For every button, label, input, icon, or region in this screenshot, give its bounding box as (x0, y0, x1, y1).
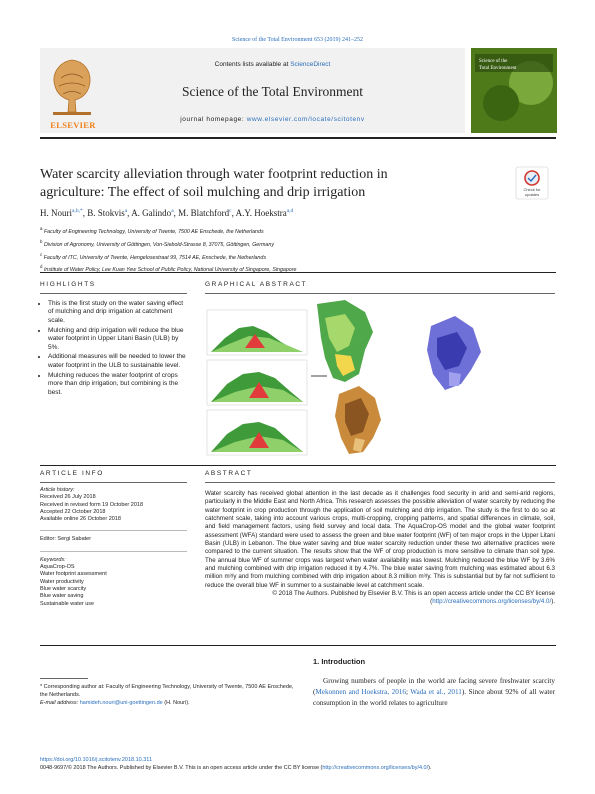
journal-title: Science of the Total Environment (181, 84, 363, 99)
affiliation-item (40, 262, 550, 275)
article-title-line1: Water scarcity alleviation through water footprint reduction in (40, 167, 388, 182)
email-suffix: (H. Nouri). (164, 700, 190, 706)
affiliation-sup: b (40, 238, 43, 244)
check-for-updates-badge[interactable] (515, 166, 549, 200)
article-info (40, 487, 187, 608)
keyword-item: Water productivity (40, 578, 84, 585)
affiliation-item (40, 237, 550, 250)
keyword-item: Sustainable water use (40, 600, 95, 607)
author-affil-sup[interactable]: c (229, 208, 232, 214)
abstract-divider (40, 645, 556, 646)
history-item: Received 26 July 2018 (40, 494, 96, 501)
keyword-item: Blue water scarcity (40, 585, 87, 592)
intro-ref-link[interactable]: Wada et al., 2011 (410, 688, 462, 696)
corresponding-mark[interactable]: * (79, 208, 83, 214)
affiliation-divider (40, 272, 556, 273)
affiliation-sup: a (40, 226, 43, 231)
author-affil-sup[interactable]: a,b, (72, 208, 80, 214)
abstract-heading: ABSTRACT (205, 470, 253, 477)
doi-footer (40, 756, 556, 772)
author-name[interactable]: H. Nouri (40, 208, 72, 218)
author-affil-sup[interactable]: a (171, 208, 174, 214)
abstract-rule (205, 482, 555, 483)
keyword-item: Water footprint assessment (40, 571, 107, 578)
email-label: E-mail address: (40, 700, 79, 706)
cover-title-line1: Science of the (479, 59, 508, 64)
license-prefix: © 2018 The Authors. Published by Elsevier B.V. This is an open access article under the CC BY license ( (272, 590, 555, 606)
email-line (40, 699, 302, 707)
ga-chart-1 (207, 310, 307, 355)
contents-prefix: Contents lists available at (214, 61, 289, 68)
intro-text-b: ; (405, 688, 411, 696)
ga-chart-3 (207, 410, 307, 455)
author-sep: , (231, 208, 236, 218)
graphical-abstract-rule (205, 293, 555, 294)
article-title (40, 166, 495, 202)
keywords-label: Keywords: (40, 556, 66, 563)
journal-homepage (110, 116, 435, 123)
doi-link[interactable]: https://doi.org/10.1016/j.scitotenv.2018.10.311 (40, 757, 153, 763)
affiliations (40, 224, 550, 275)
issn-prefix: 0048-9697/© 2018 The Authors. Published by Elsevier B.V. This is an open access article under the CC BY license ( (40, 765, 323, 771)
corresponding-footnote (40, 683, 302, 707)
affiliation-text: Faculty of Engineering Technology, University of Twente, 7500 AE Enschede, the Netherlands (43, 228, 264, 235)
journal-citation[interactable]: Science of the Total Environment 653 (2019) 241–252 (232, 37, 363, 43)
contents-line (110, 61, 435, 68)
header-divider (40, 137, 556, 139)
author-name[interactable]: B. Stokvis (87, 208, 125, 218)
affiliation-sup: d (40, 264, 43, 270)
publisher-wordmark: ELSEVIER (50, 120, 96, 130)
abstract-license (205, 590, 555, 607)
license-suffix: ). (551, 598, 555, 606)
history-item: Accepted 22 October 2018 (40, 508, 106, 515)
highlight-item: • Additional measures will be needed to lower the water footprint in the ULB to sustainable level. (48, 353, 187, 370)
highlight-item: • Mulching reduces the water footprint of crops more than drip irrigation, but combining is the best. (48, 372, 187, 397)
badge-label-1: Check for (523, 187, 541, 192)
issn-suffix: ). (428, 765, 432, 771)
info-separator (40, 544, 187, 552)
author-name[interactable]: A.Y. Hoekstra (235, 208, 287, 218)
highlight-item: • This is the first study on the water saving effect of mulching and drip irrigation at catchment scale. (48, 300, 187, 325)
highlight-item: • Mulching and drip irrigation will reduce the blue water footprint in Upper Litani Basin (ULB) by 5%. (48, 327, 187, 352)
email-link[interactable]: hamideh.nouri@uni-goettingen.de (79, 700, 163, 706)
license-link[interactable]: http://creativecommons.org/licenses/by/4.0/ (432, 598, 552, 606)
affiliation-item (40, 250, 550, 263)
author-list (40, 208, 550, 218)
highlights-heading: HIGHLIGHTS (40, 281, 96, 288)
graphical-abstract-heading: GRAPHICAL ABSTRACT (205, 281, 308, 288)
keyword-item: Blue water saving (40, 593, 84, 600)
issn-line (40, 764, 556, 772)
graphical-abstract-divider (40, 465, 556, 466)
affiliation-sup: c (40, 251, 43, 257)
corresponding-author-note: * Corresponding author at: Faculty of Engineering Technology, University of Twente, 7500 AE Enschede, the Netherlands. (40, 684, 294, 698)
badge-label-2: updates (524, 192, 540, 197)
author-name[interactable]: M. Blatchford (178, 208, 230, 218)
affiliation-text: Division of Agronomy, University of Göttingen, Von-Siebold-Strasse 8, 37075, Göttingen, Germany (43, 241, 274, 248)
cover-title-line2: Total Environment (479, 66, 517, 71)
author-sep: , (82, 208, 88, 218)
article-info-rule (40, 482, 187, 483)
graphical-abstract-figure[interactable] (205, 298, 555, 458)
history-label: Article history: (40, 487, 75, 493)
intro-text-c: ). Since about 92% of all water consumption in the world relates to agriculture (313, 688, 555, 707)
highlights-rule (40, 293, 187, 294)
author-affil-sup[interactable]: a (124, 208, 128, 214)
elsevier-tree-logo (41, 52, 103, 124)
author-affil-sup[interactable]: a,d (286, 208, 294, 214)
homepage-label: journal homepage: (180, 116, 245, 123)
affiliation-text: Institute of Water Policy, Lee Kuan Yew School of Public Policy, National University of Singapore, Singapore (43, 267, 297, 274)
affiliation-text: Faculty of ITC, University of Twente, Hengelosestraat 99, 7514 AE, Enschede, the Netherlands (43, 254, 266, 261)
author-sep: , (173, 208, 179, 218)
abstract-body (205, 490, 555, 607)
intro-text-a: Growing numbers of people in the world are facing severe freshwater scarcity ( (313, 677, 556, 696)
affiliation-item (40, 224, 550, 237)
abstract-text: Water scarcity has received global attention in the last decade as it challenges food security in arid and semi-arid regions, particularly in the Middle East and North Africa. This research assesses the possible alleviation of water scarcity by reducing the water footprint in crop production through the application of soil mulching and drip irrigation. The study is the first to do so at catchment scale, taking into account various crops, multi-cropping, cropping patterns, and spatial differences in climate, soil, and field management factors, using field survey and local data. The AquaCrop-OS model and the global water footprint assessment (WFA) standard were used to assess the green and blue water footprint (WF) of ten major crops in the Upper Litani Basin (ULB) in Lebanon. The blue water saving and blue water scarcity reduction under these two alternative practices were compared to the current situation. The results show that the WF of crop production is more sensitive to climate than soil type. The annual blue WF of summer crops was largest when water availability was lowest. Mulching reduced the blue WF by 3.6% and mulching combined with drip irrigation reduced it by 4.7%. The blue water saving from mulching was estimated about 6.3 million m³/y and from mulching combined with drip irrigation about 8.3 million m³/y. This is substantial but by far not sufficient to reduce the overall blue WF in summer to a sustainable level at catchment scale. (205, 490, 555, 589)
article-info-heading: ARTICLE INFO (40, 470, 104, 477)
editor-line: Editor: Sergi Sabater (40, 536, 92, 543)
footnote-rule (40, 678, 88, 679)
author-sep: , (127, 208, 132, 218)
journal-cover-image (471, 48, 557, 133)
sciencedirect-link[interactable]: ScienceDirect (290, 61, 331, 68)
ga-map-brown (335, 386, 381, 454)
ga-chart-2 (207, 360, 307, 405)
highlights-list (40, 300, 187, 398)
ga-map-blue (427, 316, 481, 390)
keyword-item: AquaCrop-OS (40, 564, 75, 571)
history-item: Available online 26 October 2018 (40, 516, 121, 523)
article-title-line2: agriculture: The effect of soil mulching and drip irrigation (40, 185, 366, 200)
author-name[interactable]: A. Galindo (131, 208, 172, 218)
history-item: Received in revised form 19 October 2018 (40, 501, 144, 508)
info-separator (40, 523, 187, 531)
introduction-heading: 1. Introduction (313, 657, 366, 666)
homepage-url[interactable]: www.elsevier.com/locate/scitotenv (246, 116, 365, 123)
intro-ref-link[interactable]: Mekonnen and Hoekstra, 2016 (315, 688, 406, 696)
ga-map-green (317, 300, 373, 382)
footer-license-link[interactable]: http://creativecommons.org/licenses/by/4.0/ (322, 765, 429, 771)
introduction-text (313, 676, 555, 709)
